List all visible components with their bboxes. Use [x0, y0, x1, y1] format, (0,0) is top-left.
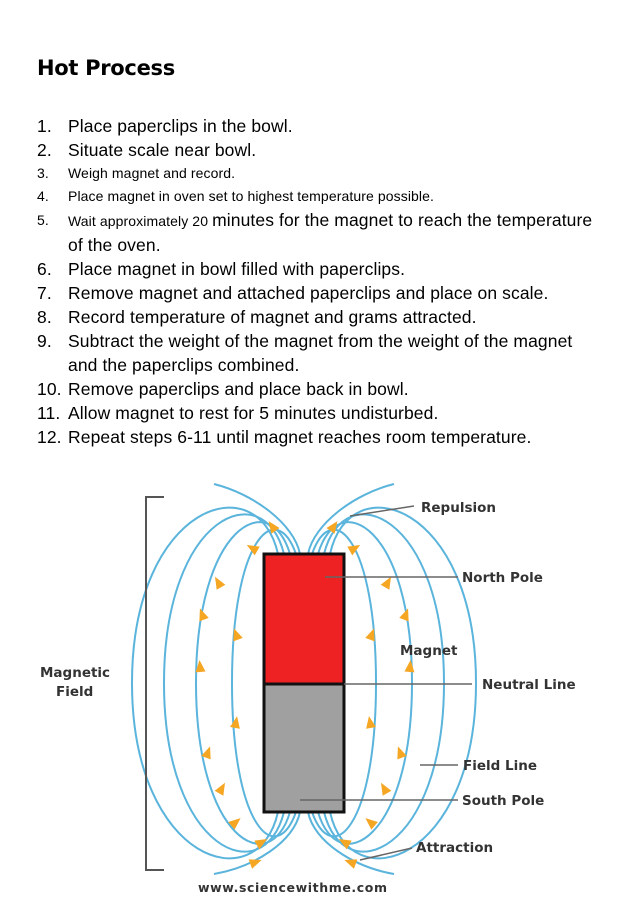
list-item	[37, 401, 627, 425]
step-number: 3.	[37, 165, 49, 181]
field-arrow-icon	[229, 627, 243, 642]
list-item	[37, 208, 627, 257]
step-text: Record temperature of magnet and grams attracted.	[68, 307, 477, 327]
label-attraction: Attraction	[416, 840, 494, 856]
step-number: 2.	[37, 140, 52, 160]
field-arrow-icon	[343, 855, 358, 869]
field-line	[330, 508, 476, 859]
step-text: Place magnet in oven set to highest temperature possible.	[68, 188, 435, 204]
step-text: Subtract the weight of the magnet from the weight of the magnet and the paperclips combined.	[68, 331, 573, 375]
step-text: Remove paperclips and place back in bowl.	[68, 379, 409, 399]
label-repulsion: Repulsion	[421, 500, 497, 516]
south-pole-block	[264, 684, 344, 812]
list-item	[37, 329, 627, 377]
label-magnet: Magnet	[400, 643, 458, 659]
step-text	[68, 208, 627, 257]
list-item	[37, 281, 627, 305]
step-number: 6.	[37, 259, 52, 279]
step-number: 1.	[37, 116, 52, 136]
list-item	[37, 185, 627, 208]
field-arrow-icon	[215, 780, 230, 795]
label-magnetic: Magnetic	[40, 665, 111, 681]
field-arrow-icon	[404, 660, 415, 673]
label-north-pole: North Pole	[462, 570, 543, 586]
step-number: 4.	[37, 188, 49, 204]
field-bracket	[146, 497, 164, 870]
field-arrow-icon	[347, 541, 362, 556]
list-item	[37, 138, 627, 162]
list-item	[37, 425, 627, 449]
step-text: Place paperclips in the bowl.	[68, 116, 293, 136]
list-item	[37, 377, 627, 401]
step-text-large: minutes for the magnet to reach the temperature of the oven.	[68, 210, 593, 255]
step-text: Repeat steps 6-11 until magnet reaches room temperature.	[68, 427, 532, 447]
label-field: Field	[56, 684, 94, 700]
step-text: Situate scale near bowl.	[68, 140, 257, 160]
page-title: Hot Process	[37, 56, 175, 80]
field-arrow-icon	[230, 715, 242, 729]
website-credit: www.sciencewithme.com	[198, 880, 388, 895]
field-arrow-icon	[211, 574, 226, 589]
magnetic-field-diagram	[0, 470, 638, 922]
step-number: 11.	[37, 403, 61, 423]
step-number: 7.	[37, 283, 52, 303]
step-text-small: Wait approximately 20	[68, 213, 213, 229]
field-arrow-icon	[377, 780, 392, 795]
step-number: 9.	[37, 331, 52, 351]
step-number: 8.	[37, 307, 52, 327]
list-item	[37, 162, 627, 185]
step-number: 5.	[37, 212, 49, 228]
list-item	[37, 305, 627, 329]
label-south-pole: South Pole	[462, 793, 545, 809]
step-number: 12.	[37, 427, 62, 447]
label-field-line: Field Line	[463, 758, 537, 774]
step-text: Place magnet in bowl filled with paperclips.	[68, 259, 406, 279]
step-number: 10.	[37, 379, 62, 399]
field-line	[132, 508, 278, 859]
list-item	[37, 257, 627, 281]
field-arrow-icon	[365, 627, 379, 642]
label-neutral-line: Neutral Line	[482, 677, 576, 693]
step-text: Remove magnet and attached paperclips and place on scale.	[68, 283, 549, 303]
step-text: Weigh magnet and record.	[68, 165, 236, 181]
step-text: Allow magnet to rest for 5 minutes undisturbed.	[68, 403, 439, 423]
list-item	[37, 114, 627, 138]
north-pole-block	[264, 554, 344, 684]
steps-list	[37, 114, 627, 449]
